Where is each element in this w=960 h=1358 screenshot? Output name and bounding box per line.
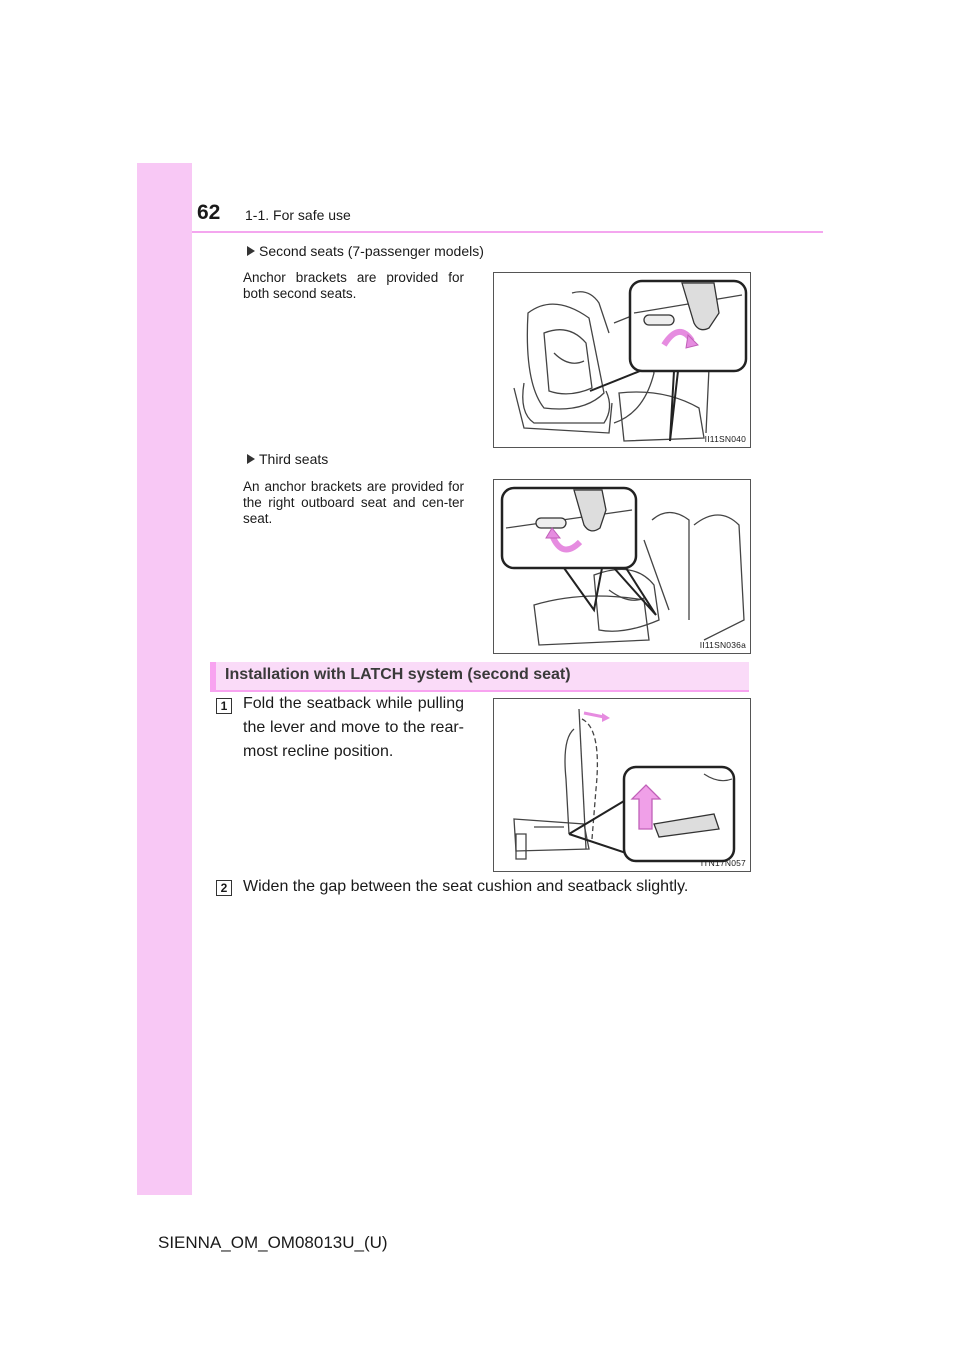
header-rule [192,231,823,233]
chapter-sidebar [137,163,192,1195]
third-seats-illustration [494,480,750,653]
second-seats-description: Anchor brackets are provided for both second seats. [243,270,464,301]
step-number-2: 2 [216,880,232,896]
subheading-third-seats-text: Third seats [259,451,329,467]
subheading-second-seats [247,243,484,259]
figure-code: ITN17N057 [700,858,746,868]
installation-heading-text: Installation with LATCH system (second seat) [225,666,571,683]
step-1-text: Fold the seatback while pulling the lever and move to the rear-most recline position. [243,695,464,760]
third-seats-description: An anchor brackets are provided for the right outboard seat and cen-ter seat. [243,479,464,526]
figure-third-seats [493,479,751,654]
section-title: 1-1. For safe use [245,207,351,223]
seat-recline-illustration [494,699,750,871]
figure-code: II11SN040 [704,434,746,444]
subheading-third-seats [247,451,328,467]
page-number: 62 [197,201,221,224]
step-number-1: 1 [216,698,232,714]
bullet-triangle-icon [247,246,255,256]
footer-doc-id: SIENNA_OM_OM08013U_(U) [158,1233,388,1252]
installation-heading [210,662,749,690]
figure-code: II11SN036a [699,640,746,650]
bullet-triangle-icon [247,454,255,464]
figure-second-seats [493,272,751,448]
subheading-second-seats-text: Second seats (7-passenger models) [259,243,484,259]
step-2-text: Widen the gap between the seat cushion and seatback slightly. [243,878,689,895]
second-seats-illustration [494,273,750,447]
figure-step-1 [493,698,751,872]
